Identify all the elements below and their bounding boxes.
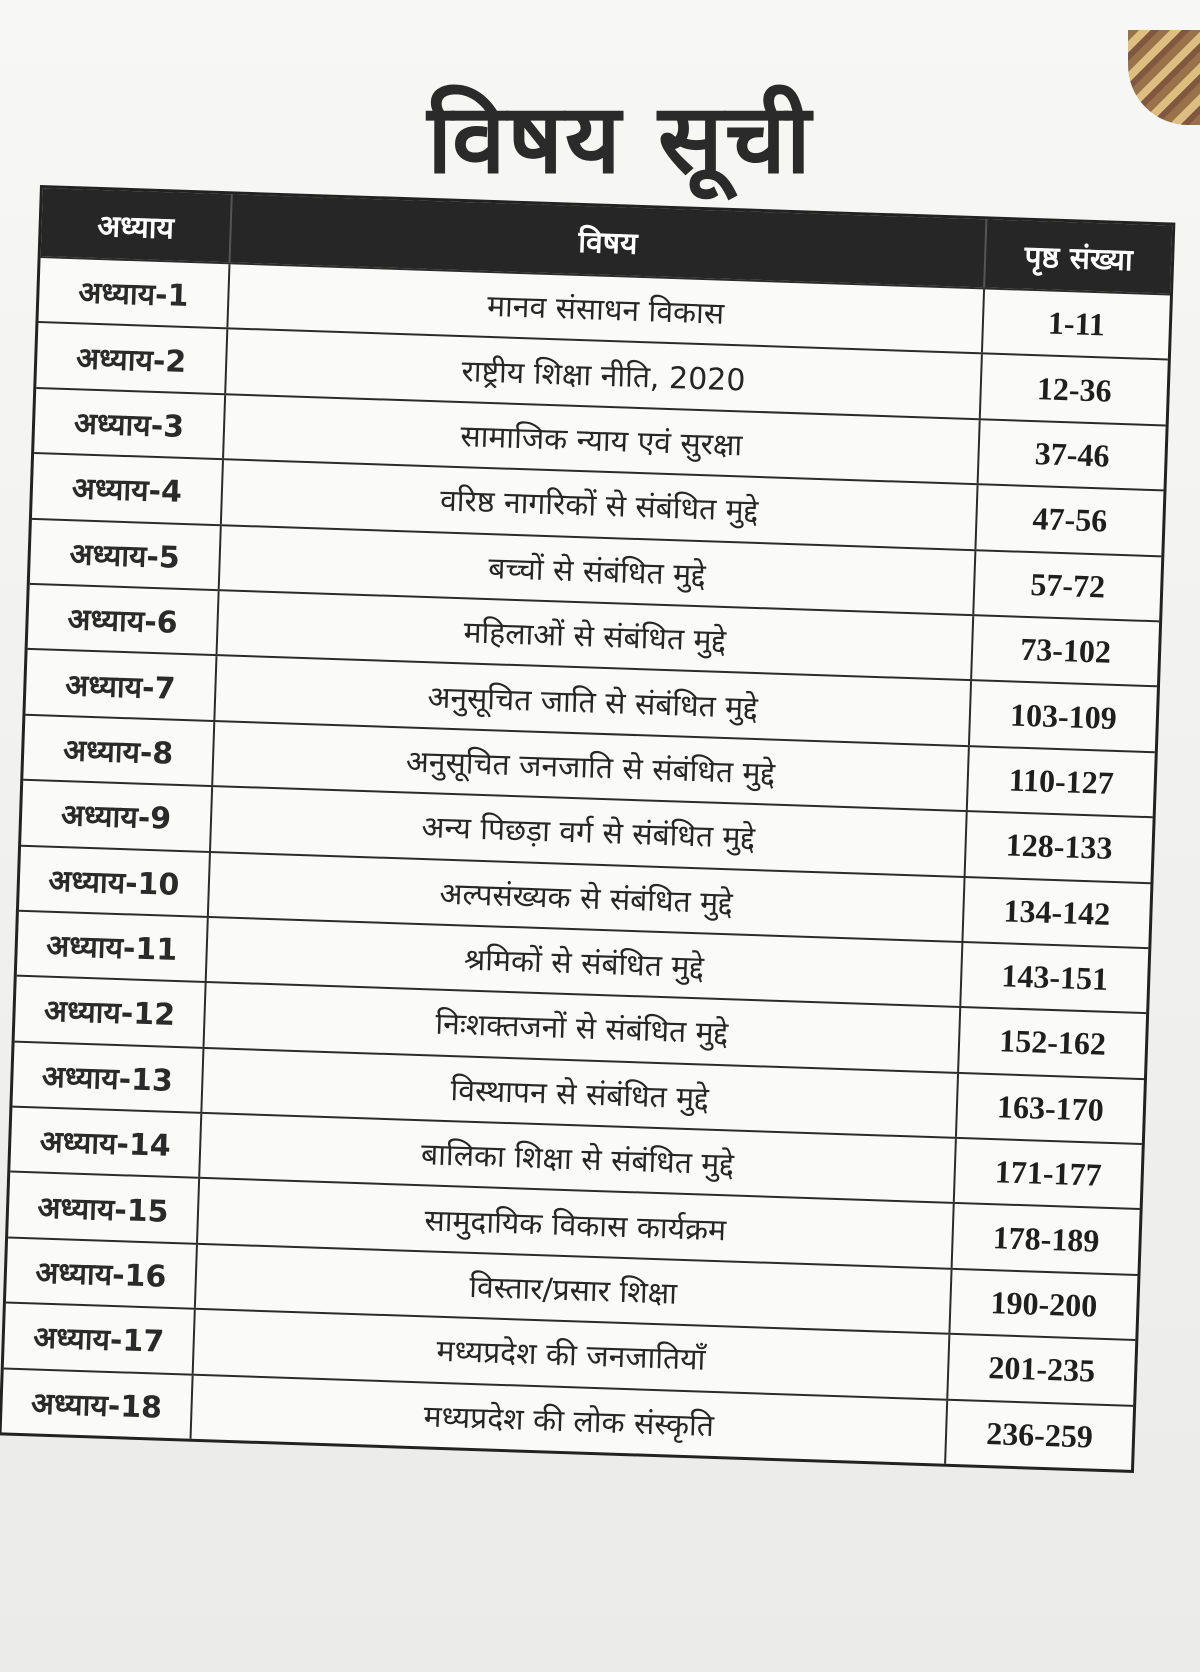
chapter-cell: अध्याय-16 [6, 1238, 198, 1308]
topic-cell: अन्य पिछड़ा वर्ग से संबंधित मुद्दे [211, 787, 968, 875]
chapter-cell: अध्याय-13 [12, 1042, 204, 1112]
page-range-cell: 143-151 [1000, 957, 1109, 997]
page-range-cell: 47-56 [1032, 500, 1108, 539]
page-range-cell: 134-142 [1003, 892, 1111, 932]
page-range-cell: 152-162 [998, 1022, 1107, 1063]
chapter-cell: अध्याय-10 [19, 846, 211, 916]
header-topic: विषय [231, 194, 988, 287]
topic-cell: सामाजिक न्याय एवं सुरक्षा [224, 395, 981, 483]
topic-cell: श्रमिकों से संबंधित मुद्दे [207, 918, 964, 1006]
page-range-cell: 236-259 [985, 1414, 1094, 1455]
page-range-cell: 1-11 [1047, 304, 1106, 343]
chapter-cell: अध्याय-1 [38, 258, 230, 328]
chapter-cell: अध्याय-5 [30, 519, 222, 589]
page-range-cell: 37-46 [1034, 435, 1111, 474]
topic-cell: महिलाओं से संबंधित मुद्दे [218, 591, 975, 679]
topic-cell: अनुसूचित जनजाति से संबंधित मुद्दे [213, 722, 970, 810]
topic-cell: अनुसूचित जाति से संबंधित मुद्दे [215, 656, 972, 744]
chapter-cell: अध्याय-4 [32, 454, 224, 524]
page-range-cell: 190-200 [990, 1284, 1098, 1324]
page-range-cell: 12-36 [1036, 369, 1113, 409]
topic-cell: निःशक्तजनों से संबंधित मुद्दे [205, 983, 962, 1071]
chapter-cell: अध्याय-15 [8, 1173, 200, 1243]
topic-cell: बच्चों से संबंधित मुद्दे [220, 526, 977, 614]
page-title: विषय सूची [427, 83, 813, 195]
header-chapter: अध्याय [41, 188, 233, 262]
page-range-cell: 178-189 [992, 1218, 1101, 1259]
chapter-cell: अध्याय-8 [23, 716, 215, 786]
topic-cell: मध्यप्रदेश की जनजातियाँ [194, 1310, 951, 1398]
topic-cell: मध्यप्रदेश की लोक संस्कृति [192, 1375, 949, 1463]
page-range-cell: 57-72 [1029, 565, 1106, 605]
topic-cell: वरिष्ठ नागरिकों से संबंधित मुद्दे [222, 460, 979, 548]
topic-cell: राष्ट्रीय शिक्षा नीति, 2020 [226, 330, 983, 418]
page-range-cell: 201-235 [987, 1349, 1096, 1390]
page-range-cell: 171-177 [994, 1153, 1103, 1193]
chapter-cell: अध्याय-6 [28, 585, 220, 655]
page-range-cell: 103-109 [1009, 695, 1118, 736]
chapter-cell: अध्याय-9 [21, 781, 213, 851]
page-range-cell: 110-127 [1008, 761, 1115, 801]
chapter-cell: अध्याय-3 [34, 389, 226, 459]
topic-cell: मानव संसाधन विकास [228, 264, 985, 352]
page-range-cell: 73-102 [1019, 630, 1112, 670]
topic-cell: विस्थापन से संबंधित मुद्दे [202, 1049, 959, 1137]
page-range-cell: 128-133 [1005, 826, 1114, 867]
chapter-cell: अध्याय-7 [25, 650, 217, 720]
topic-cell: सामुदायिक विकास कार्यक्रम [198, 1179, 955, 1267]
topic-cell: अल्पसंख्यक से संबंधित मुद्दे [209, 853, 966, 941]
table-body [2, 256, 1170, 1470]
chapter-cell: अध्याय-12 [15, 977, 207, 1047]
chapter-cell: अध्याय-14 [10, 1108, 202, 1178]
page-range-cell: 163-170 [996, 1088, 1105, 1128]
topic-cell: बालिका शिक्षा से संबंधित मुद्दे [200, 1114, 957, 1202]
contents-table [0, 185, 1175, 1473]
chapter-cell: अध्याय-11 [17, 912, 209, 982]
chapter-cell: अध्याय-17 [4, 1304, 196, 1374]
topic-cell: विस्तार/प्रसार शिक्षा [196, 1245, 953, 1333]
chapter-cell: अध्याय-2 [36, 323, 228, 393]
header-pages: पृष्ठ संख्या [1024, 239, 1134, 278]
chapter-cell: अध्याय-18 [2, 1369, 194, 1439]
